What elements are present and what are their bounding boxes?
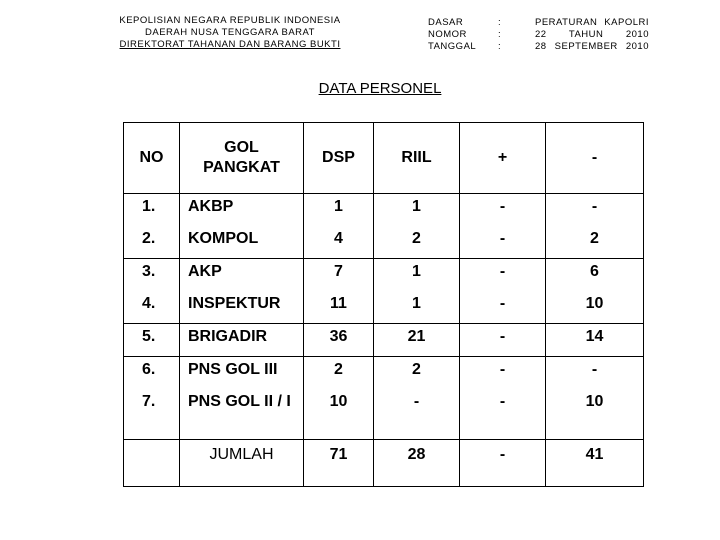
cell-plus: - <box>460 194 546 227</box>
org-line-1: KEPOLISIAN NEGARA REPUBLIK INDONESIA <box>119 15 341 26</box>
org-line-2: DAERAH NUSA TENGGARA BARAT <box>145 27 315 38</box>
header-gol-line2: PANGKAT <box>203 159 280 176</box>
cell-no: 6. <box>124 357 180 390</box>
ref-value: 28 SEPTEMBER 2010 <box>535 41 649 52</box>
cell-no: 4. <box>124 291 180 324</box>
total-plus: - <box>460 440 546 487</box>
table-row <box>124 194 644 227</box>
cell-riil: 2 <box>374 357 460 390</box>
table-row <box>124 324 644 357</box>
table-row <box>124 226 644 259</box>
cell-no: 5. <box>124 324 180 357</box>
cell-riil: 2 <box>374 226 460 259</box>
cell-no-empty <box>124 440 180 487</box>
reference-block <box>428 17 658 53</box>
total-riil: 28 <box>374 440 460 487</box>
total-minus: 41 <box>546 440 644 487</box>
cell-plus: - <box>460 291 546 324</box>
cell-dsp: 1 <box>304 194 374 227</box>
header-gol-pangkat <box>180 123 304 194</box>
cell-minus: 14 <box>546 324 644 357</box>
ref-row-dasar <box>428 17 658 29</box>
cell-plus: - <box>460 357 546 390</box>
cell-gol: PNS GOL II / I <box>180 389 304 440</box>
header-gol-line1: GOL <box>224 139 259 156</box>
table-row <box>124 357 644 390</box>
ref-value: 22 TAHUN 2010 <box>535 29 649 40</box>
org-line-3: DIREKTORAT TAHANAN DAN BARANG BUKTI <box>119 39 341 50</box>
cell-minus: 10 <box>546 291 644 324</box>
header-minus: - <box>546 123 644 194</box>
cell-minus: 2 <box>546 226 644 259</box>
cell-riil: - <box>374 389 460 440</box>
ref-label: TANGGAL <box>428 41 477 52</box>
cell-minus: - <box>546 357 644 390</box>
header-riil: RIIL <box>374 123 460 194</box>
cell-gol: KOMPOL <box>180 226 304 259</box>
total-label: JUMLAH <box>180 440 304 487</box>
cell-minus: - <box>546 194 644 227</box>
cell-dsp: 11 <box>304 291 374 324</box>
total-row <box>124 440 644 487</box>
org-header <box>110 15 350 51</box>
cell-gol: PNS GOL III <box>180 357 304 390</box>
ref-sep: : <box>498 41 502 52</box>
cell-no: 3. <box>124 259 180 292</box>
ref-row-nomor <box>428 29 658 41</box>
cell-dsp: 4 <box>304 226 374 259</box>
cell-no: 7. <box>124 389 180 440</box>
cell-gol: INSPEKTUR <box>180 291 304 324</box>
ref-sep: : <box>498 17 502 28</box>
cell-no: 1. <box>124 194 180 227</box>
cell-gol: BRIGADIR <box>180 324 304 357</box>
ref-sep: : <box>498 29 502 40</box>
cell-plus: - <box>460 389 546 440</box>
cell-riil: 1 <box>374 291 460 324</box>
cell-dsp: 36 <box>304 324 374 357</box>
cell-dsp: 7 <box>304 259 374 292</box>
cell-minus: 10 <box>546 389 644 440</box>
table-row <box>124 389 644 440</box>
cell-minus: 6 <box>546 259 644 292</box>
cell-plus: - <box>460 324 546 357</box>
cell-plus: - <box>460 259 546 292</box>
ref-row-tanggal <box>428 41 658 53</box>
cell-dsp: 10 <box>304 389 374 440</box>
cell-riil: 1 <box>374 194 460 227</box>
table-header-row <box>124 123 644 194</box>
ref-value: PERATURAN KAPOLRI <box>535 17 649 28</box>
cell-dsp: 2 <box>304 357 374 390</box>
ref-label: NOMOR <box>428 29 467 40</box>
header-plus: + <box>460 123 546 194</box>
table-row <box>124 291 644 324</box>
cell-riil: 1 <box>374 259 460 292</box>
header-no: NO <box>124 123 180 194</box>
cell-no: 2. <box>124 226 180 259</box>
cell-gol: AKBP <box>180 194 304 227</box>
total-dsp: 71 <box>304 440 374 487</box>
ref-label: DASAR <box>428 17 464 28</box>
table-row <box>124 259 644 292</box>
personnel-table <box>123 122 644 487</box>
page-title: DATA PERSONEL <box>318 80 442 97</box>
cell-plus: - <box>460 226 546 259</box>
cell-riil: 21 <box>374 324 460 357</box>
cell-gol: AKP <box>180 259 304 292</box>
header-dsp: DSP <box>304 123 374 194</box>
